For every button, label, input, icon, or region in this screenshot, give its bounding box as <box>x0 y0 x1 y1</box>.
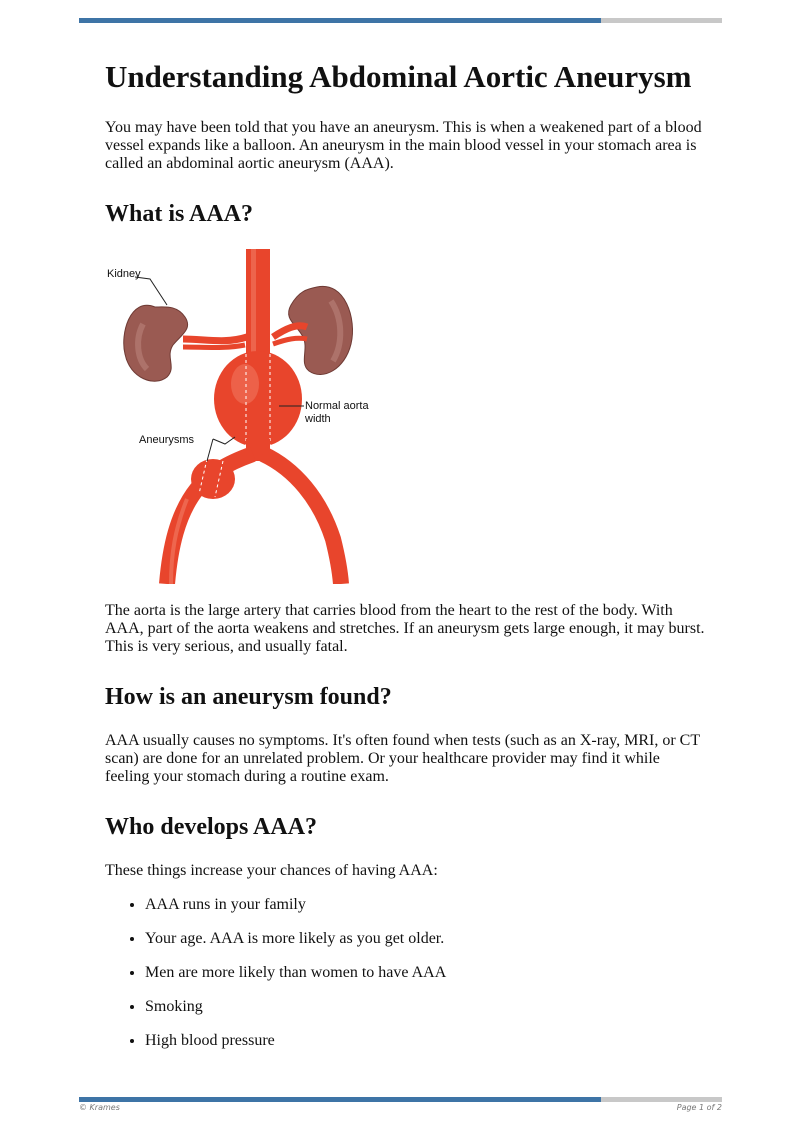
intro-paragraph: You may have been told that you have an aneurysm. This is when a weakened part of a blood vessel expands like a balloon. An aneurysm in the main blood vessel in your stomach area is called an abdominal aortic aneurysm (AAA). <box>105 119 702 172</box>
list-item: • Your age. AAA is more likely as you get older. <box>145 930 705 948</box>
iliac-aneurysm <box>191 459 235 499</box>
heading-who-develops: Who develops AAA? <box>105 814 318 840</box>
heading-how-found: How is an aneurysm found? <box>105 684 392 710</box>
upper-aorta <box>246 249 270 359</box>
label-aneurysms: Aneurysms <box>139 434 195 446</box>
risk-factor-list <box>105 896 705 1050</box>
aorta-paragraph: The aorta is the large artery that carries blood from the heart to the rest of the body. With AAA, part of the aorta weakens and stretches. If an aneurysm gets large enough, it may burst. This is very serious, and usually fatal. <box>105 602 705 655</box>
who-develops-paragraph: These things increase your chances of having AAA: <box>105 862 438 879</box>
top-progress-bar <box>79 18 722 23</box>
label-kidney: Kidney <box>107 268 141 280</box>
bottom-progress-fill <box>79 1097 601 1102</box>
list-item: • Smoking <box>145 998 705 1016</box>
page-title: Understanding Abdominal Aortic Aneurysm <box>105 59 692 94</box>
list-item: • AAA runs in your family <box>145 896 705 914</box>
left-kidney <box>124 305 188 381</box>
aortic-aneurysm <box>214 351 302 447</box>
document-body <box>105 58 705 1066</box>
how-found-paragraph: AAA usually causes no symptoms. It's often found when tests (such as an X-ray, MRI, or CT scan) are done for an unrelated problem. Or your healthcare provider may find it while feeling your stomach during a routine exam. <box>105 732 700 785</box>
footer-copyright: © Krames <box>79 1103 120 1112</box>
list-item: • Men are more likely than women to have AAA <box>145 964 705 982</box>
top-progress-fill <box>79 18 601 23</box>
aorta-illustration <box>95 249 385 584</box>
right-iliac-artery <box>263 454 341 584</box>
label-normal-width: Normal aorta <box>305 400 369 412</box>
heading-what-is-aaa: What is AAA? <box>105 201 254 227</box>
bottom-progress-bar <box>79 1097 722 1102</box>
label-normal-width-2: width <box>305 413 331 425</box>
footer-page-number: Page 1 of 2 <box>676 1103 722 1112</box>
aorta-diagram <box>95 249 385 584</box>
list-item: • High blood pressure <box>145 1032 705 1050</box>
